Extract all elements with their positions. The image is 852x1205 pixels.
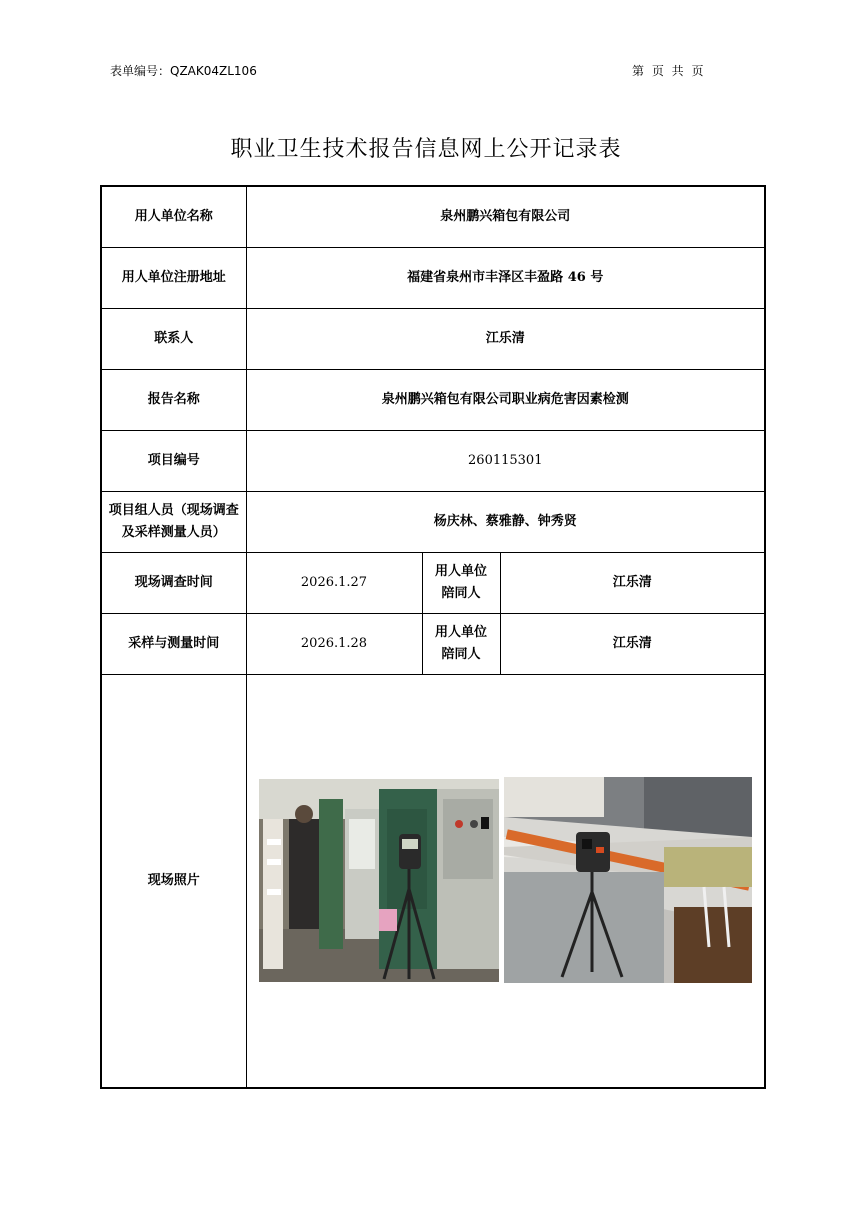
form-number: 表单编号：QZAK04ZL106: [110, 64, 257, 78]
sampling-photo-image: [504, 777, 752, 983]
project-no-label: 项目编号: [101, 430, 246, 491]
sampling-label: 采样与测量时间: [101, 613, 246, 674]
row-employer-address: [101, 247, 765, 308]
row-survey: [101, 552, 765, 613]
employer-address-value: 福建省泉州市丰泽区丰盈路 46 号: [246, 247, 765, 308]
sampling-date: 2026.1.28: [246, 613, 422, 674]
report-name-label: 报告名称: [101, 369, 246, 430]
project-no-value: 260115301: [246, 430, 765, 491]
row-report-name: [101, 369, 765, 430]
contact-value: 江乐清: [246, 308, 765, 369]
site-photo-factory: [259, 779, 499, 982]
page-info: 第 页 共 页: [632, 64, 704, 78]
sampling-accompany-label: 用人单位陪同人: [422, 613, 500, 674]
employer-address-label: 用人单位注册地址: [101, 247, 246, 308]
row-team: [101, 491, 765, 552]
row-employer-name: [101, 186, 765, 247]
row-project-no: [101, 430, 765, 491]
survey-accompany-label: 用人单位陪同人: [422, 552, 500, 613]
photos-label: 现场照片: [101, 674, 246, 1088]
site-photo-sampling: [504, 777, 752, 983]
survey-date: 2026.1.27: [246, 552, 422, 613]
photos-container: [251, 779, 761, 983]
sampling-accompany-value: 江乐清: [500, 613, 765, 674]
contact-label: 联系人: [101, 308, 246, 369]
row-sampling: [101, 613, 765, 674]
row-contact: [101, 308, 765, 369]
survey-label: 现场调查时间: [101, 552, 246, 613]
record-table: [100, 185, 766, 1089]
page-title: 职业卫生技术报告信息网上公开记录表: [230, 137, 622, 162]
photos-cell: [246, 674, 765, 1088]
employer-name-label: 用人单位名称: [101, 186, 246, 247]
factory-photo-image: [259, 779, 499, 982]
employer-name-value: 泉州鹏兴箱包有限公司: [246, 186, 765, 247]
team-label: 项目组人员（现场调查及采样测量人员）: [101, 491, 246, 552]
report-name-value: 泉州鹏兴箱包有限公司职业病危害因素检测: [246, 369, 765, 430]
team-value: 杨庆林、蔡雅静、钟秀贤: [246, 491, 765, 552]
row-photos: [101, 674, 765, 1088]
survey-accompany-value: 江乐清: [500, 552, 765, 613]
